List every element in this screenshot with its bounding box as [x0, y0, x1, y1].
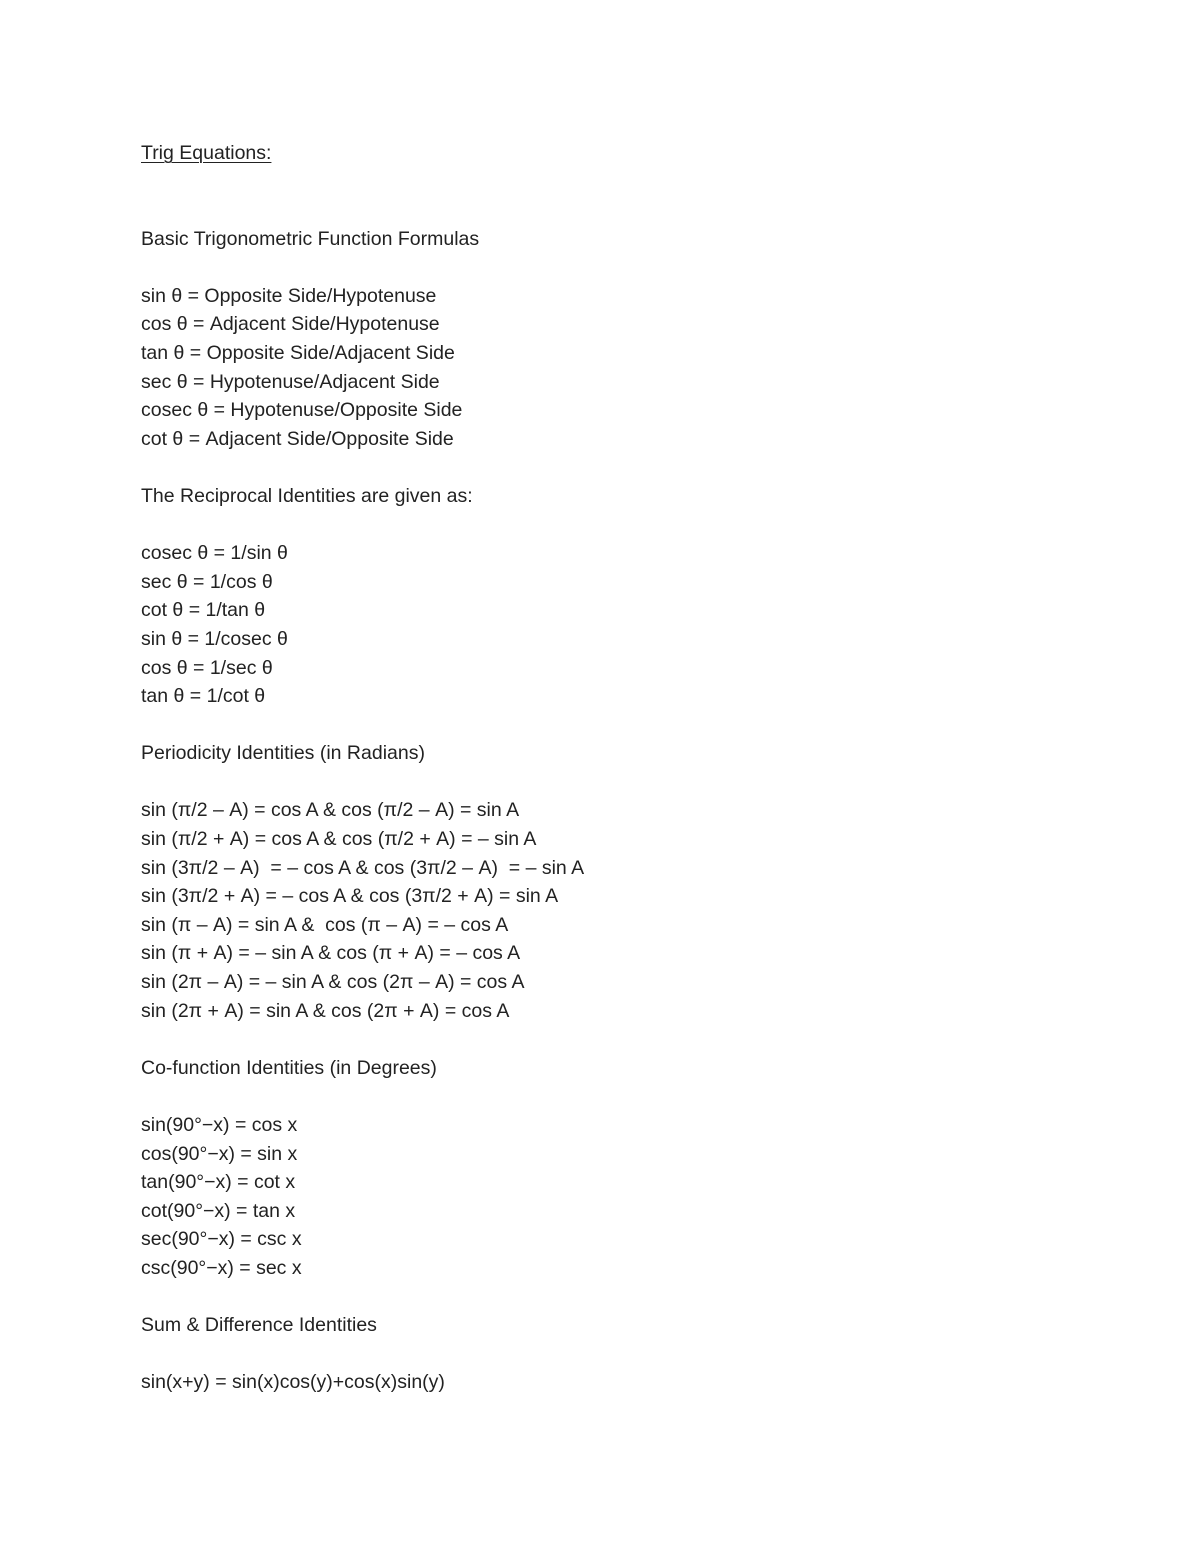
formula-line: sin (3π/2 + A) = – cos A & cos (3π/2 + A) = sin A: [141, 885, 559, 908]
spacer: [141, 1340, 1141, 1369]
formula-line: cosec θ = Hypotenuse/Opposite Side: [141, 399, 463, 422]
formula-line: tan(90°−x) = cot x: [141, 1171, 296, 1194]
formula-line: cos θ = Adjacent Side/Hypotenuse: [141, 313, 440, 336]
formula-line: sin(90°−x) = cos x: [141, 1114, 298, 1136]
spacer: [141, 253, 1141, 282]
formula-line: sin (π + A) = – sin A & cos (π + A) = – cos A: [141, 942, 521, 965]
formula-line: sec(90°−x) = csc x: [141, 1228, 302, 1251]
formula-line: sin(x+y) = sin(x)cos(y)+cos(x)sin(y): [141, 1371, 445, 1394]
formula-line: cot θ = 1/tan θ: [141, 599, 266, 622]
formula-line: cos θ = 1/sec θ: [141, 656, 273, 679]
document-title: Trig Equations:: [141, 142, 272, 164]
formula-line: cot θ = Adjacent Side/Opposite Side: [141, 427, 454, 450]
formula-line: sin (π – A) = sin A & cos (π – A) = – cos A: [141, 913, 509, 936]
formula-line: cosec θ = 1/sin θ: [141, 542, 288, 565]
section-heading: Periodicity Identities (in Radians): [141, 742, 425, 765]
formula-line: sin θ = 1/cosec θ: [141, 627, 288, 650]
spacer: [141, 511, 1141, 540]
formula-line: sec θ = Hypotenuse/Adjacent Side: [141, 370, 440, 393]
formula-line: csc(90°−x) = sec x: [141, 1256, 302, 1279]
section-heading: The Reciprocal Identities are given as:: [141, 484, 473, 507]
document-content: [141, 139, 1141, 1426]
spacer: [141, 768, 1141, 797]
formula-line: sin (2π + A) = sin A & cos (2π + A) = cos A: [141, 999, 510, 1022]
section-basic-formulas: [141, 225, 1141, 454]
formula-line: sin (π/2 + A) = cos A & cos (π/2 + A) = – sin A: [141, 828, 537, 851]
section-periodicity-identities: [141, 739, 1141, 1025]
section-heading: Basic Trigonometric Function Formulas: [141, 227, 480, 250]
formula-line: sec θ = 1/cos θ: [141, 570, 273, 593]
spacer: [141, 168, 1141, 225]
spacer: [141, 1082, 1141, 1111]
formula-line: sin θ = Opposite Side/Hypotenuse: [141, 284, 437, 307]
formula-line: sin (2π – A) = – sin A & cos (2π – A) = cos A: [141, 971, 525, 994]
formula-line: cot(90°−x) = tan x: [141, 1199, 296, 1222]
formula-line: sin (π/2 – A) = cos A & cos (π/2 – A) = sin A: [141, 799, 520, 822]
formula-line: tan θ = Opposite Side/Adjacent Side: [141, 341, 455, 364]
section-cofunction-identities: [141, 1054, 1141, 1283]
formula-line: cos(90°−x) = sin x: [141, 1142, 298, 1165]
section-reciprocal-identities: [141, 482, 1141, 711]
section-heading: Sum & Difference Identities: [141, 1314, 377, 1337]
formula-line: tan θ = 1/cot θ: [141, 685, 266, 708]
formula-line: sin (3π/2 – A) = – cos A & cos (3π/2 – A) = – sin A: [141, 856, 585, 879]
section-heading: Co-function Identities (in Degrees): [141, 1056, 437, 1079]
section-sum-difference-identities: [141, 1311, 1141, 1397]
